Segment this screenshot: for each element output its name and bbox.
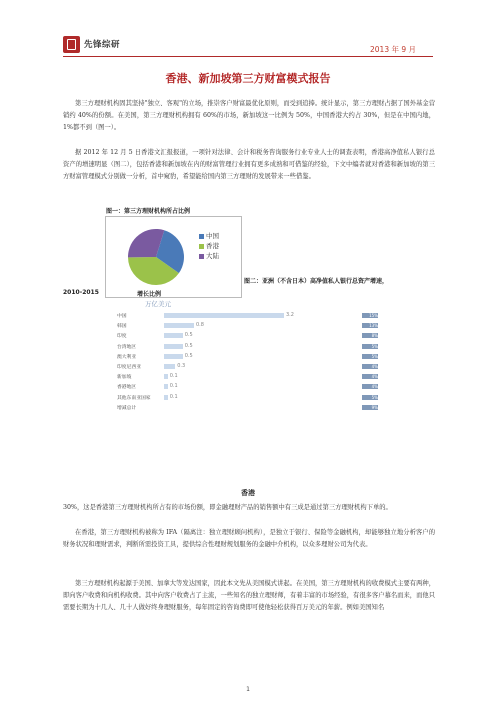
legend-swatch	[199, 254, 204, 259]
report-title: 香港、新加坡第三方财富模式报告	[165, 72, 331, 85]
pie-svg	[106, 217, 241, 297]
growth-label: 8%	[362, 333, 378, 338]
paragraph-intro: 第三方理财机构固其坚持"独立、客观"的立场，推崇客户财富最优化原则，而受到追捧。统计显示，第三方理财占据了国外基金营销约 40%的份额。在美国，第三方理财机构拥有 60%的市场，新加坡这一比例为 50%，中国香港大约占 30%，但是在中国内地，1%都不到（图一）。	[63, 100, 435, 131]
bar-category-label: 新加坡	[117, 375, 132, 381]
bar-category-label: 其他东南亚国家	[117, 395, 151, 401]
bar-row	[117, 394, 387, 401]
bar-row	[117, 373, 387, 380]
bar-row	[117, 343, 387, 350]
bar-row	[117, 383, 387, 390]
growth-label: 5%	[362, 354, 378, 359]
bar	[164, 333, 183, 338]
header-divider	[63, 56, 433, 57]
growth-label: 9%	[362, 405, 378, 410]
bar-row	[117, 404, 387, 411]
bar	[164, 395, 168, 400]
paragraph-survey: 据 2012 年 12 月 5 日香港文汇报报道，一项针对法律、会计和税务咨询服务行业专业人士的调查表明，香港高净值私人银行总资产的增速明显（图二），包括香港和新加坡在内的财富管理行业拥有更多成熟和可借鉴的经验，下文中编者就对香港和新加坡的第三方财富管理模式分别做一分析，首中窥豹，希望能给国内第三方理财的发展带来一些借鉴。	[63, 149, 435, 180]
report-date: 2013 年 9 月	[370, 45, 417, 54]
bar-category-label: 香港地区	[117, 385, 137, 391]
bar-value-label: 0.5	[184, 332, 193, 339]
bar-value-label: 0.5	[184, 342, 193, 349]
bar-row	[117, 312, 387, 319]
legend-item: 香港	[199, 241, 219, 250]
legend-swatch	[199, 234, 204, 239]
figure2-unit: 万亿美元	[145, 300, 171, 308]
legend-swatch	[199, 244, 204, 249]
bar-category-label: 中国	[117, 314, 127, 319]
paragraph-share: 30%，这是香港第三方理财机构所占有的市场份额，即金融理财产品的销售额中有三成是通过第三方理财机构下单的。	[63, 504, 392, 511]
figure2-caption-suffix: 增长比例	[137, 291, 162, 298]
figure2-caption: 图二：亚洲（不含日本）高净值私人银行总资产增速，	[244, 278, 389, 285]
bar	[164, 313, 284, 318]
bar-value-label: 0.1	[169, 393, 178, 400]
paragraph-ifa: 在香港，第三方理财机构被称为 IFA（隔离注：独立理财顾问机构），是独立于银行、保险等金融机构，却能够独立地分析客户的财务状况和理财需求，判断所需投资工具，提供综合性理财规划服务的金融中介机构，以众多理财公司为代表。	[63, 529, 435, 548]
section-heading-hongkong: 香港	[241, 489, 255, 497]
figure1-caption: 图一：第三方理财机构所占比例	[106, 208, 191, 215]
growth-label: 4%	[362, 364, 378, 369]
brand-logo-icon	[63, 36, 80, 53]
growth-label: 5%	[362, 395, 378, 400]
bar-category-label: 澳大利亚	[117, 354, 137, 360]
growth-label: 13%	[362, 323, 378, 328]
bar-value-label: 0.1	[169, 383, 178, 390]
bar	[164, 374, 168, 379]
bar	[164, 384, 168, 389]
bar-category-label: 增减总计	[117, 405, 137, 411]
bar	[164, 323, 194, 328]
bar-value-label: 3.2	[286, 312, 294, 318]
paragraph-origin: 第三方理财机构起源于美国、加拿大等发达国家，因此本文先从美国模式讲起。在美国，第三方理财机构的收费模式主要有两种，即向客户收费和向机构收费。其中向客户收费占了主流，一些知名的独立理财师，有着丰富的市场经验，有很多客户慕名而来，而他只需要长期为十几人、几十人做好终身理财服务，每年固定的咨询费即可使他轻松获得百万美元的年薪。例如美国知名	[63, 580, 435, 611]
growth-label: 15%	[362, 313, 378, 318]
bar-row	[117, 363, 387, 370]
figure1-pie-chart	[105, 216, 242, 298]
bar	[164, 354, 183, 359]
bar-row	[117, 322, 387, 329]
growth-label: 4%	[362, 374, 378, 379]
figure2-bar-chart	[117, 312, 387, 424]
bar-category-label: 印度	[117, 334, 127, 340]
figure2-caption-year: 2010-2015	[63, 289, 99, 296]
bar-category-label: 韩国	[117, 324, 127, 330]
bar-category-label: 印度尼西亚	[117, 365, 141, 370]
bar-value-label: 0.5	[184, 352, 193, 359]
bar-row	[117, 353, 387, 360]
bar-value-label: 0.8	[196, 322, 204, 329]
bar-category-label: 台湾地区	[117, 344, 137, 350]
bar	[164, 364, 175, 369]
growth-label: 5%	[362, 344, 378, 349]
brand-name: 先锋综研	[84, 40, 121, 50]
bar-row	[117, 332, 387, 339]
bar-value-label: 0.1	[169, 373, 178, 380]
bar-value-label: 0.3	[177, 363, 186, 369]
growth-label: 4%	[362, 384, 378, 389]
page-number: 1	[246, 686, 250, 693]
bar	[164, 344, 183, 349]
legend-item: 中国	[199, 231, 219, 240]
legend-item: 大陆	[199, 251, 219, 260]
